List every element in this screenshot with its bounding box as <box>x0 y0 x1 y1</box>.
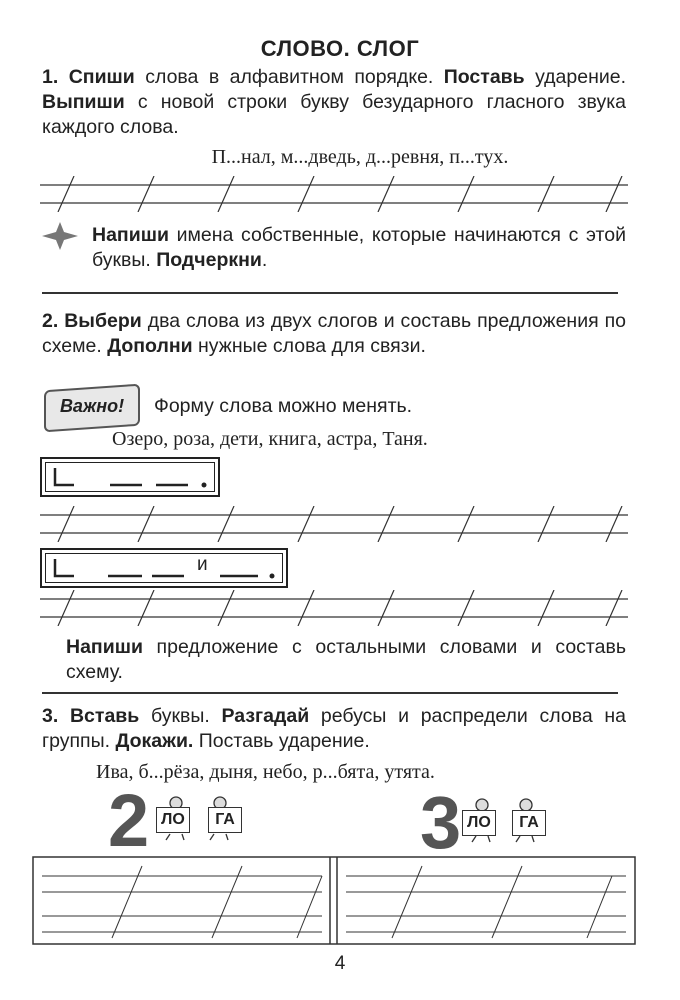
task1-instructions: 1. Спиши слова в алфавитном порядке. Поставь ударение. Выпиши с новой строки букву безударного гласного звука каждого слова. <box>42 66 627 138</box>
sentence-scheme-1 <box>40 457 220 497</box>
task1-verb-writeout: Выпиши <box>42 91 125 113</box>
task2-writing-lines-2[interactable] <box>40 590 630 626</box>
page-number: 4 <box>334 953 346 974</box>
task2-extra: Напиши предложение с остальными словами и составь схему. <box>66 636 626 683</box>
rebus-syllable-ga: ГА <box>208 807 242 833</box>
task3-answer-table[interactable] <box>32 856 636 946</box>
task2-number: 2. <box>42 310 59 332</box>
task1-words: П...нал, м...дведь, д...ревня, п...тух. <box>211 146 509 168</box>
task2-writing-lines-1[interactable] <box>40 506 630 542</box>
task1-verb-copy: Спиши <box>68 66 135 88</box>
task1-writing-lines[interactable] <box>40 176 630 212</box>
important-badge: Важно! <box>44 384 140 433</box>
important-note: Форму слова можно менять. <box>154 395 413 417</box>
task1-extra: Напиши имена собственные, которые начинаются с этой буквы. Подчеркни. <box>92 224 626 271</box>
rebus-syllable-ga: ГА <box>512 810 546 836</box>
task1-extra-answer-line[interactable] <box>42 292 618 294</box>
rebus-digit-two: 2 <box>108 779 150 862</box>
task3-instructions: 3. Вставь буквы. Разгадай ребусы и распредели слова на группы. Докажи. Поставь ударение. <box>42 705 626 752</box>
rebus-digit-three: 3 <box>420 781 462 864</box>
task3-number: 3. <box>42 705 59 727</box>
task2-instructions: 2. Выбери два слова из двух слогов и составь предложения по схеме. Дополни нужные слова для связи. <box>42 310 626 357</box>
rebus-syllable-lo: ЛО <box>462 810 496 836</box>
task2-extra-answer-line[interactable] <box>42 692 618 694</box>
star-extra-icon <box>42 222 78 250</box>
task1-verb-stress: Поставь <box>443 66 525 88</box>
sentence-scheme-2 <box>40 548 288 588</box>
scheme-conjunction: и <box>197 554 208 575</box>
task3-words: Ива, б...рёза, дыня, небо, р...бята, утята. <box>96 761 435 783</box>
rebus-syllable-lo: ЛО <box>156 807 190 833</box>
page-title: СЛОВО. СЛОГ <box>260 36 420 61</box>
task2-words: Озеро, роза, дети, книга, астра, Таня. <box>112 428 428 450</box>
task1-number: 1. <box>42 66 59 88</box>
